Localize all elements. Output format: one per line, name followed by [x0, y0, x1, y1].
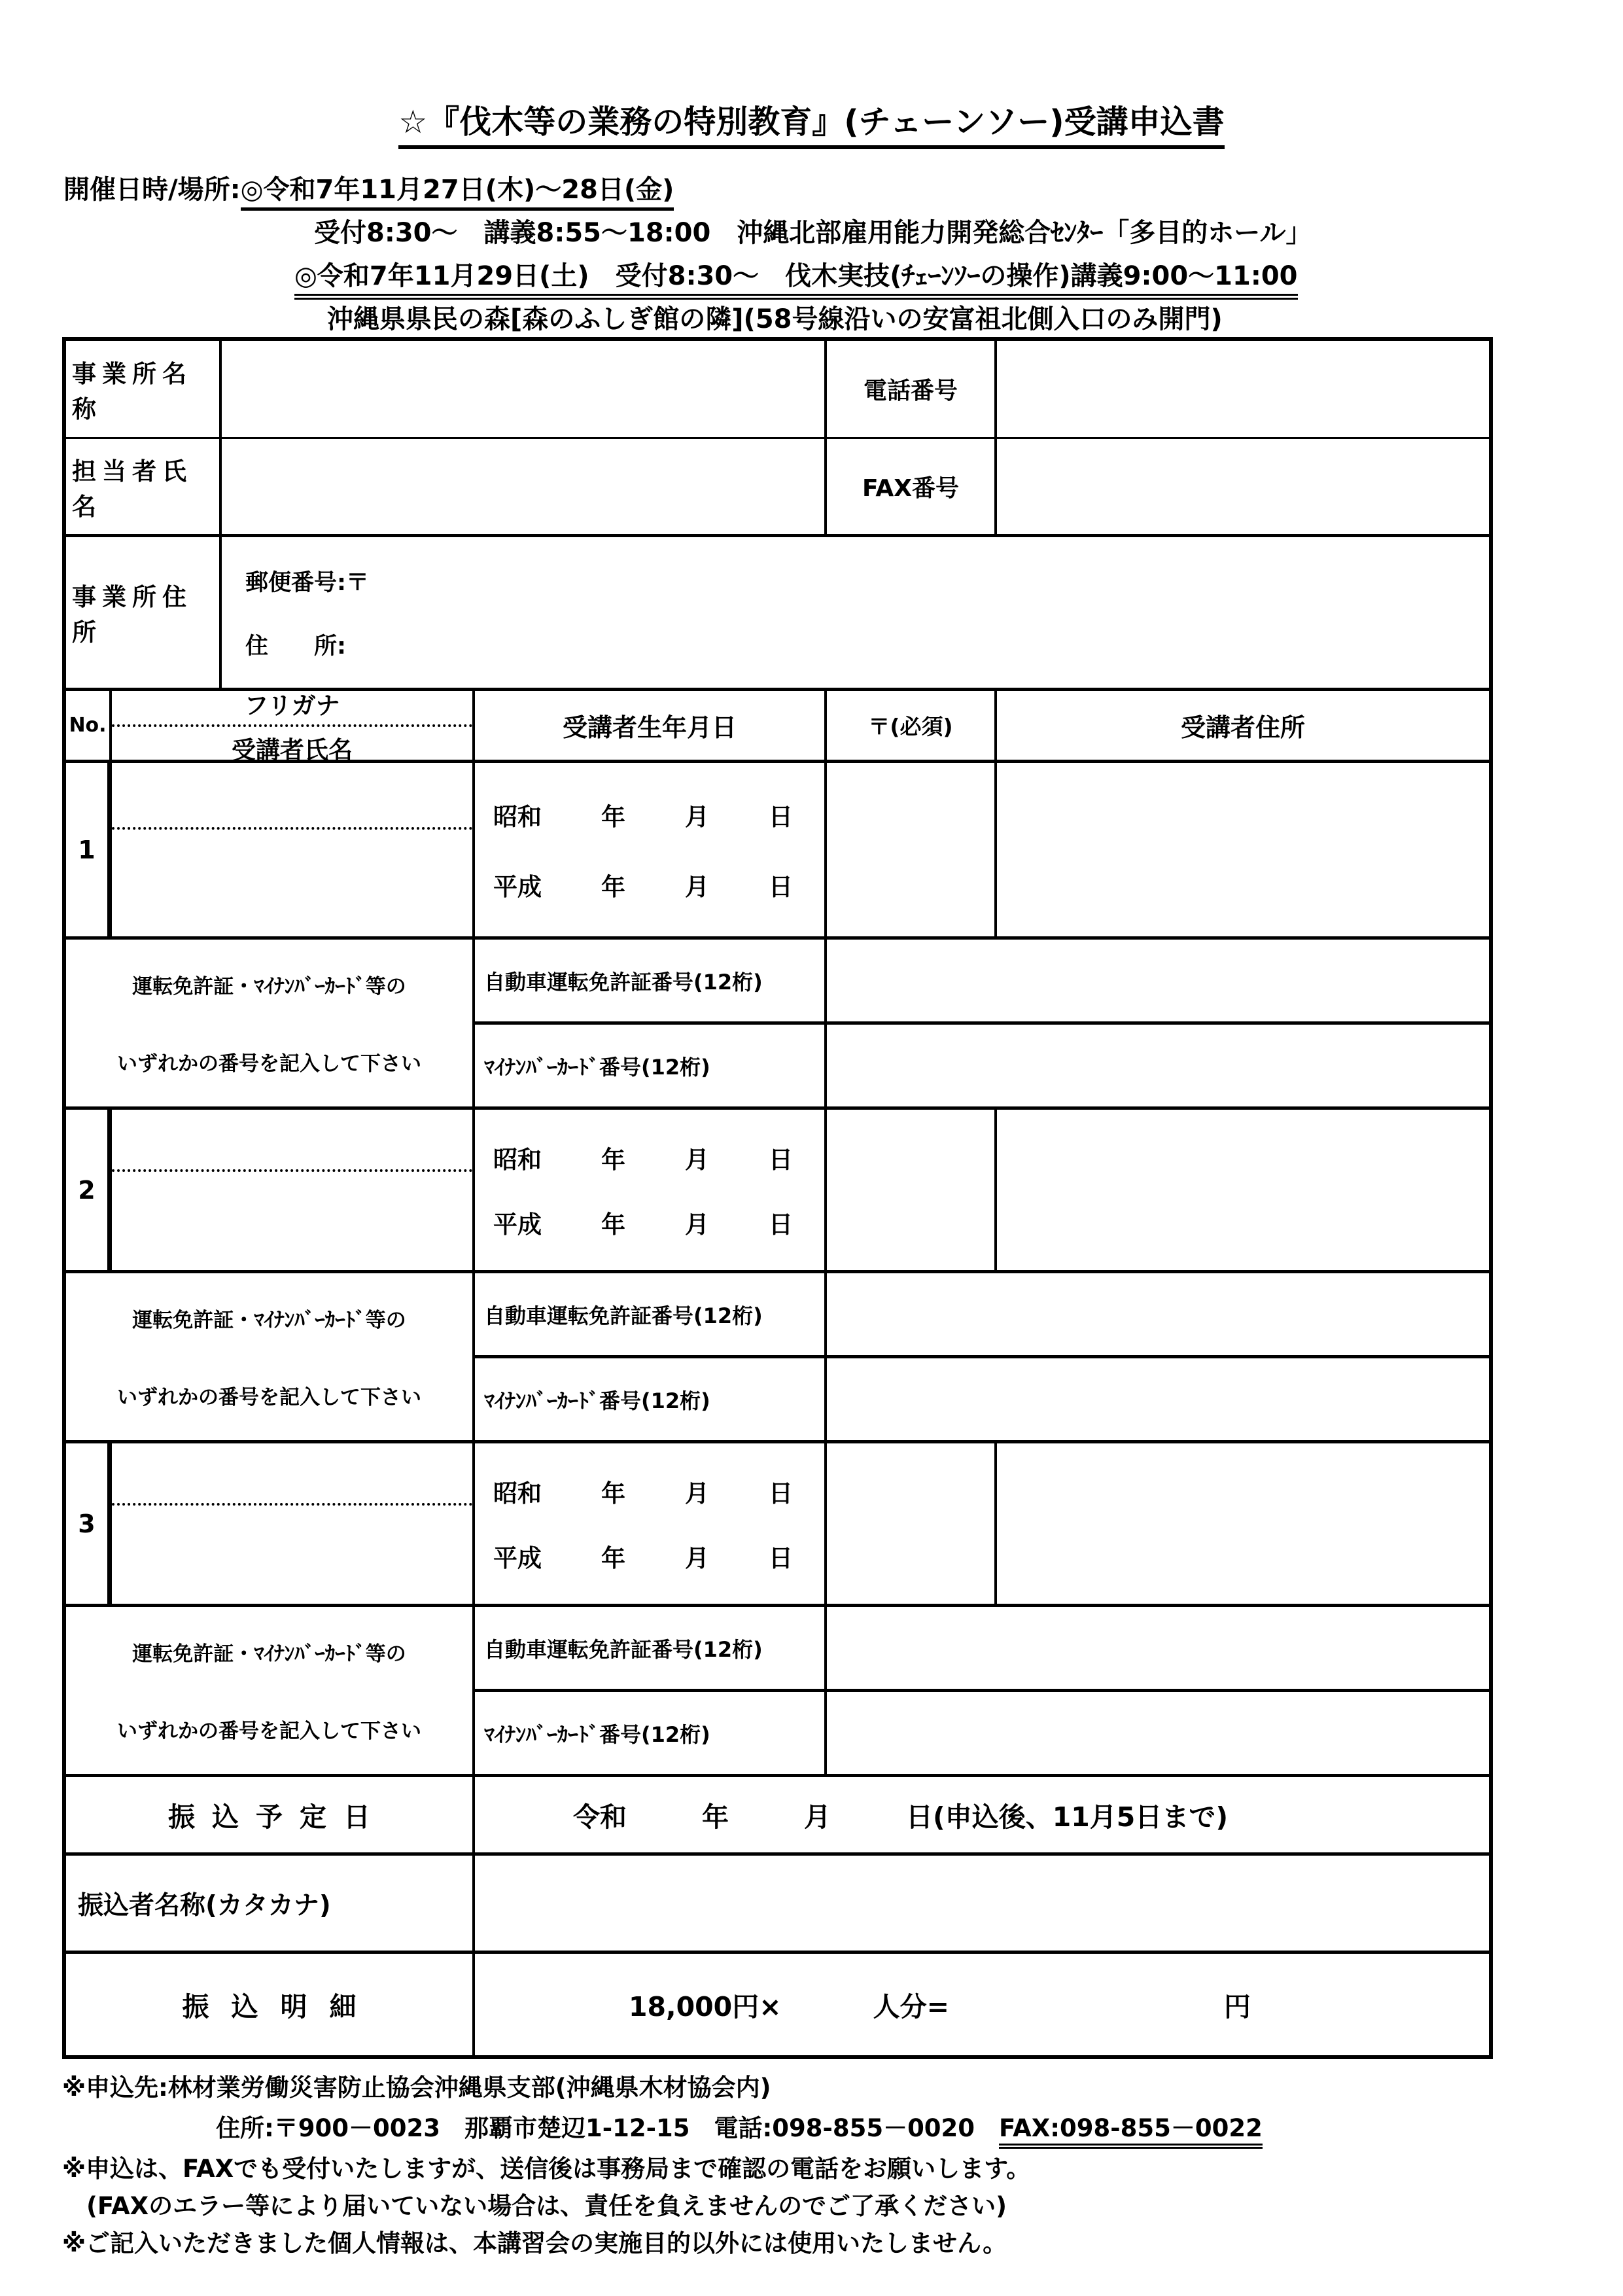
- yen-label: 円: [1223, 1991, 1251, 2022]
- birthdate-heisei-line: 平成 年 月 日: [493, 1210, 793, 1239]
- month-label: 月: [804, 1801, 831, 1833]
- furigana-divider: [112, 724, 472, 727]
- transfer-detail-label: 振込明細: [66, 1954, 475, 2055]
- participant-3-mynumber-label: ﾏｲﾅﾝﾊﾞｰｶｰﾄﾞ番号(12桁): [475, 1692, 827, 1777]
- birthdate-showa-line: 昭和 年 月 日: [493, 803, 793, 832]
- header-birthdate: 受講者生年月日: [475, 691, 827, 763]
- era-label: 令和: [573, 1801, 627, 1833]
- license-note-line-2: いずれかの番号を記入して下さい: [117, 1051, 421, 1076]
- schedule-intro: 開催日時/場所:: [63, 175, 241, 205]
- birthdate-showa-line: 昭和 年 月 日: [493, 1479, 793, 1508]
- participant-2-mynumber-label: ﾏｲﾅﾝﾊﾞｰｶｰﾄﾞ番号(12桁): [475, 1358, 827, 1443]
- phone-input[interactable]: [997, 341, 1489, 439]
- application-form-table: [62, 337, 1493, 2059]
- license-note-line-1: 運転免許証・ﾏｲﾅﾝﾊﾞｰｶｰﾄﾞ等の: [132, 975, 406, 999]
- participant-2-postal-input[interactable]: [827, 1110, 997, 1273]
- participant-2-drivers-license-input[interactable]: [827, 1273, 1489, 1358]
- day-deadline-label: 日(申込後、11月5日まで): [906, 1801, 1229, 1833]
- license-note-line-1: 運転免許証・ﾏｲﾅﾝﾊﾞｰｶｰﾄﾞ等の: [132, 1642, 406, 1667]
- participant-3-postal-input[interactable]: [827, 1443, 997, 1607]
- schedule-line-3: [294, 255, 1298, 292]
- license-note-line-2: いずれかの番号を記入して下さい: [117, 1719, 421, 1743]
- license-note-line-1: 運転免許証・ﾏｲﾅﾝﾊﾞｰｶｰﾄﾞ等の: [132, 1309, 406, 1333]
- header-furigana: フリガナ: [244, 691, 340, 720]
- participant-2-license-note: [66, 1273, 475, 1443]
- participant-2-drivers-license-label: 自動車運転免許証番号(12桁): [475, 1273, 827, 1358]
- unit-price-label: 18,000円×: [629, 1991, 782, 2022]
- page-title: [0, 97, 1623, 143]
- phone-label: 電話番号: [827, 341, 997, 439]
- participant-1-address-input[interactable]: [997, 763, 1489, 940]
- transfer-date-input[interactable]: [475, 1777, 1489, 1856]
- participant-1-no: 1: [66, 763, 112, 940]
- birthdate-heisei-line: 平成 年 月 日: [493, 1544, 793, 1573]
- furigana-divider: [112, 1503, 472, 1506]
- schedule-line-1: [63, 169, 674, 206]
- furigana-divider: [112, 1169, 472, 1172]
- participant-3-mynumber-input[interactable]: [827, 1692, 1489, 1777]
- office-name-input[interactable]: [222, 341, 827, 439]
- participant-3-drivers-license-label: 自動車運転免許証番号(12桁): [475, 1607, 827, 1692]
- footer-address: 住所:〒900－0023 那覇市楚辺1-12-15 電話:098-855－0020: [216, 2114, 1000, 2142]
- birthdate-showa-line: 昭和 年 月 日: [493, 1145, 793, 1174]
- footer-fax-note-2: (FAXのエラー等により届いていない場合は、責任を負えませんのでご了承ください): [86, 2192, 1007, 2220]
- participant-2-birthdate-input[interactable]: [475, 1110, 827, 1273]
- license-note-line-2: いずれかの番号を記入して下さい: [117, 1385, 421, 1409]
- header-name: [112, 691, 475, 763]
- header-address: 受講者住所: [997, 691, 1489, 763]
- schedule-line-2: [314, 212, 1312, 249]
- contact-name-label: 担当者氏名: [66, 439, 222, 537]
- schedule-day1-detail: 受付8:30～ 講義8:55～18:00 沖縄北部雇用能力開発総合ｾﾝﾀｰ「多目的ホール」: [314, 218, 1312, 248]
- participant-3-name-input[interactable]: [112, 1443, 475, 1607]
- participant-1-birthdate-input[interactable]: [475, 763, 827, 940]
- participant-3-drivers-license-input[interactable]: [827, 1607, 1489, 1692]
- payer-name-input[interactable]: [475, 1856, 1489, 1954]
- participant-1-mynumber-label: ﾏｲﾅﾝﾊﾞｰｶｰﾄﾞ番号(12桁): [475, 1025, 827, 1110]
- headcount-label: 人分=: [873, 1991, 949, 2022]
- contact-name-input[interactable]: [222, 439, 827, 537]
- participant-1-license-note: [66, 940, 475, 1110]
- footer-address-line: [216, 2108, 1263, 2144]
- participant-1-postal-input[interactable]: [827, 763, 997, 940]
- header-postal: 〒(必須): [827, 691, 997, 763]
- participant-3-birthdate-input[interactable]: [475, 1443, 827, 1607]
- postal-code-line: 郵便番号:〒: [245, 569, 369, 596]
- participant-3-no: 3: [66, 1443, 112, 1607]
- office-address-label: 事業所住所: [66, 537, 222, 691]
- office-address-input[interactable]: [222, 537, 1489, 691]
- year-label: 年: [702, 1801, 729, 1833]
- header-name-label: 受講者氏名: [232, 735, 353, 764]
- payer-name-label: 振込者名称(カタカナ): [66, 1856, 475, 1954]
- transfer-detail-input[interactable]: [475, 1954, 1489, 2055]
- furigana-divider: [112, 827, 472, 830]
- street-line: 住 所:: [245, 633, 346, 660]
- birthdate-heisei-line: 平成 年 月 日: [493, 872, 793, 901]
- schedule-day2: ◎令和7年11月29日(土) 受付8:30～ 伐木実技(ﾁｪｰﾝｿｰの操作)講義9:00～11:00: [294, 261, 1298, 300]
- fax-label: FAX番号: [827, 439, 997, 537]
- participant-3-address-input[interactable]: [997, 1443, 1489, 1607]
- participant-1-name-input[interactable]: [112, 763, 475, 940]
- page-title-text: ☆『伐木等の業務の特別教育』(チェーンソー)受講申込書: [398, 103, 1224, 149]
- fax-input[interactable]: [997, 439, 1489, 537]
- transfer-date-label: 振込予定日: [66, 1777, 475, 1856]
- office-name-label: 事業所名称: [66, 341, 222, 439]
- participant-1-drivers-license-label: 自動車運転免許証番号(12桁): [475, 940, 827, 1025]
- schedule-line-4: [327, 298, 1223, 336]
- schedule-day1: ◎令和7年11月27日(木)～28日(金): [241, 175, 674, 211]
- footer-apply-to: ※申込先:林材業労働災害防止協会沖縄県支部(沖縄県木材協会内): [62, 2074, 771, 2102]
- header-no: No.: [66, 691, 112, 763]
- participant-2-mynumber-input[interactable]: [827, 1358, 1489, 1443]
- schedule-venue: 沖縄県県民の森[森のふしぎ館の隣](58号線沿いの安富祖北側入口のみ開門): [327, 304, 1223, 343]
- participant-2-no: 2: [66, 1110, 112, 1273]
- participant-2-address-input[interactable]: [997, 1110, 1489, 1273]
- participant-1-mynumber-input[interactable]: [827, 1025, 1489, 1110]
- participant-1-drivers-license-input[interactable]: [827, 940, 1489, 1025]
- participant-3-license-note: [66, 1607, 475, 1777]
- footer-fax-note: ※申込は、FAXでも受付いたしますが、送信後は事務局まで確認の電話をお願いします。: [62, 2155, 1031, 2183]
- footer-fax: FAX:098-855－0022: [999, 2114, 1263, 2149]
- participant-2-name-input[interactable]: [112, 1110, 475, 1273]
- footer-privacy-note: ※ご記入いただきました個人情報は、本講習会の実施目的以外には使用いたしません。: [62, 2229, 1007, 2257]
